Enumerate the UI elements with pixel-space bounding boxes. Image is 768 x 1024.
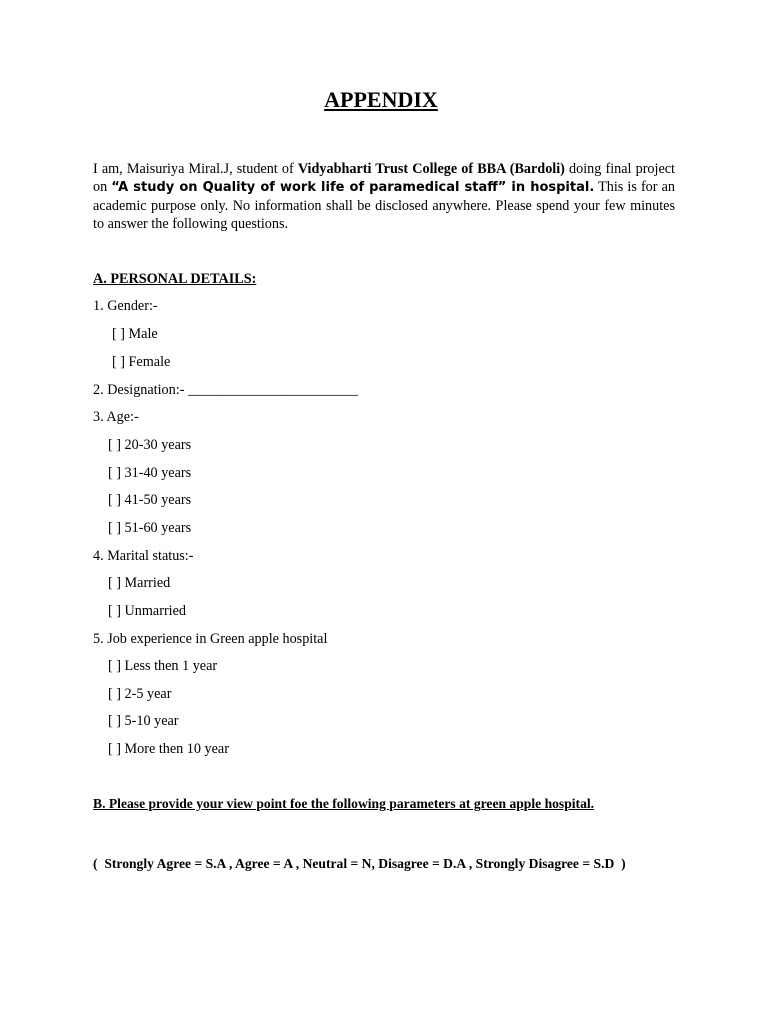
option-exp-more-10[interactable]: [ ] More then 10 year	[108, 741, 229, 757]
rating-scale-legend: ( Strongly Agree = S.A , Agree = A , Neutral = N, Disagree = D.A , Strongly Disagree = S.D )	[93, 856, 626, 871]
option-exp-2-5[interactable]: [ ] 2-5 year	[108, 686, 172, 702]
question-designation: 2. Designation:- ________________________	[93, 382, 359, 398]
question-gender: 1. Gender:-	[93, 298, 158, 314]
option-male[interactable]: [ ] Male	[112, 326, 158, 342]
option-married[interactable]: [ ] Married	[108, 575, 171, 591]
page-title	[0, 86, 768, 114]
title-text: APPENDIX	[324, 87, 438, 112]
college-name: Vidyabharti Trust College of BBA (Bardoli)	[297, 161, 565, 177]
intro-text-1: I am, Maisuriya Miral.J, student of	[93, 161, 298, 177]
option-age-20-30[interactable]: [ ] 20-30 years	[108, 437, 192, 453]
option-female[interactable]: [ ] Female	[112, 354, 171, 370]
project-title: “A study on Quality of work life of paramedical staff” in hospital.	[111, 180, 595, 195]
section-b-heading: B. Please provide your view point foe the following parameters at green apple hospital.	[93, 796, 595, 811]
section-a-heading: A. PERSONAL DETAILS:	[93, 271, 257, 287]
question-marital-status: 4. Marital status:-	[93, 548, 194, 564]
option-exp-5-10[interactable]: [ ] 5-10 year	[108, 713, 179, 729]
option-exp-less-1[interactable]: [ ] Less then 1 year	[108, 658, 218, 674]
intro-text-3: This is for an academic purpose only. No information shall be disclosed anywhere. Please spend your few minutes to answer the following questions.	[93, 179, 675, 232]
option-unmarried[interactable]: [ ] Unmarried	[108, 603, 186, 619]
intro-text-2: doing final project on	[93, 161, 675, 195]
question-age: 3. Age:-	[93, 409, 139, 425]
option-age-41-50[interactable]: [ ] 41-50 years	[108, 492, 192, 508]
option-age-51-60[interactable]: [ ] 51-60 years	[108, 520, 192, 536]
option-age-31-40[interactable]: [ ] 31-40 years	[108, 465, 192, 481]
question-job-experience: 5. Job experience in Green apple hospital	[93, 631, 328, 647]
intro-paragraph	[93, 160, 675, 233]
